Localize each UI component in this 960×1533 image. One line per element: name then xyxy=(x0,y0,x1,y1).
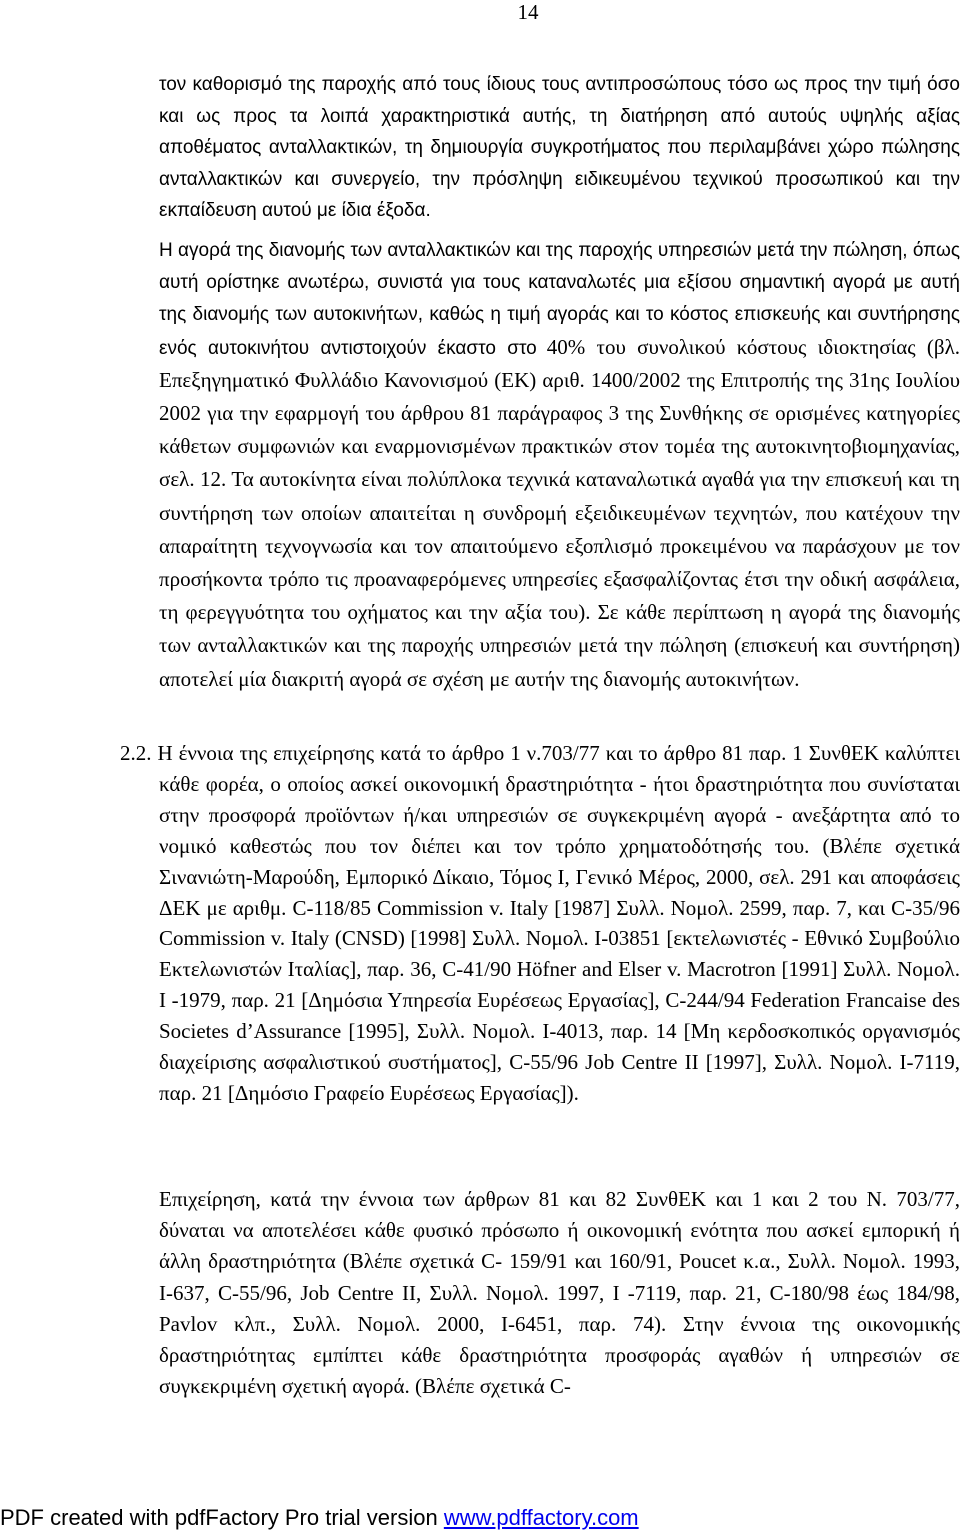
paragraph-4 xyxy=(159,1184,960,1402)
section-body: Η έννοια της επιχείρησης κατά το άρθρο 1 ν.703/77 και το άρθρο 81 παρ. 1 ΣυνθΕΚ καλύπτει κάθε φορέα, ο οποίος ασκεί οικονομική δραστηριότητα - ήτοι δραστηριότητα που συνίσταται στην προσφορά προϊόντων ή/και υπηρεσιών σε συγκεκριμένη αγορά - ανεξάρτητα από το νομικό καθεστώς που τον διέπει και τον τρόπο χρηματοδότησής του. (Βλέπε σχετικά Σινανιώτη-Μαρούδη, Εμπορικό Δίκαιο, Τόμος Ι, Γενικό Μέρος, 2000, σελ. 291 και αποφάσεις ΔΕΚ με αριθμ. C-118/85 Commission v. Italy [1987] Συλλ. Νομολ. 2599, παρ. 7, και C-35/96 Commission v. Italy (CNSD) [1998] Συλλ. Νομολ. Ι-03851 [εκτελωνιστές - Εθνικό Συμβούλιο Εκτελωνιστών Ιταλίας], παρ. 36, C-41/90 Höfner and Elser v. Macrotron [1991] Συλλ. Νομολ. Ι -1979, παρ. 21 [Δημόσια Υπηρεσία Ευρέσεως Εργασίας], C-244/94 Federation Francaise des Societes d’Assurance [1995], Συλλ. Νομολ. Ι-4013, παρ. 14 [Μη κερδοσκοπικός οργανισμός διαχείρισης ασφαλιστικού συστήματος], C-55/96 Job Centre II [1997], Συλλ. Νομολ. Ι-7119, παρ. 21 [Δημόσιο Γραφείο Ευρέσεως Εργασίας]). xyxy=(157,741,960,1105)
section-number: 2.2. xyxy=(120,741,152,765)
paragraph-2-sans-run: Η αγορά της διανομής των ανταλλακτικών και της παροχής υπηρεσιών μετά την πώληση, όπως αυτή ορίστηκε ανωτέρω, συνιστά για τους καταναλωτές μια εξίσου σημαντική αγορά με αυτή της διανομής των αυτοκινήτων, καθώς η τιμή αγοράς και το κόστος επισκευής και συντήρησης ενός αυτοκινήτου αντιστοιχούν έκαστο στο xyxy=(159,240,960,359)
paragraph-2-text xyxy=(159,235,960,697)
paragraph-1 xyxy=(159,69,960,227)
page-number: 14 xyxy=(517,0,539,24)
section-2-2-text xyxy=(120,738,960,1109)
footer-link[interactable]: www.pdffactory.com xyxy=(443,1505,639,1530)
section-2-2 xyxy=(120,738,960,1109)
footer-text: PDF created with pdfFactory Pro trial version xyxy=(0,1505,444,1530)
pdf-footer xyxy=(0,1505,639,1531)
paragraph-1-text: τον καθορισμό της παροχής από τους ίδιους τους αντιπροσώπους τόσο ως προς την τιμή όσο και ως προς τα λοιπά χαρακτηριστικά αυτής, τη διατήρηση από αυτούς υψηλής αξίας αποθέματος ανταλλακτικών, τη δημιουργία συγκροτήματος που περιλαμβάνει χώρο πώλησης ανταλλακτικών και συνεργείο, την πρόσληψη ειδικευμένου τεχνικού προσωπικού και την εκπαίδευση αυτού με ίδια έξοδα. xyxy=(159,74,960,221)
paragraph-2 xyxy=(159,235,960,697)
paragraph-4-text: Επιχείρηση, κατά την έννοια των άρθρων 81 και 82 ΣυνθΕΚ και 1 και 2 του Ν. 703/77, δύναται να αποτελέσει κάθε φυσικό πρόσωπο ή οικονομική ενότητα που ασκεί εμπορική ή άλλη δραστηριότητα (Βλέπε σχετικά C- 159/91 και 160/91, Poucet κ.α., Συλλ. Νομολ. 1993, Ι-637, C-55/96, Job Centre II, Συλλ. Νομολ. 1997, Ι -7119, παρ. 21, C-180/98 έως 184/98, Pavlov κλπ., Συλλ. Νομολ. 2000, Ι-6451, παρ. 74). Στην έννοια της οικονομικής δραστηριότητας εμπίπτει κάθε δραστηριότητα προσφοράς αγαθών ή υπηρεσιών σε συγκεκριμένη σχετική αγορά. (Βλέπε σχετικά C- xyxy=(159,1187,960,1399)
paragraph-2-serif-run: 40% του συνολικού κόστους ιδιοκτησίας (βλ. Επεξηγηματικό Φυλλάδιο Κανονισμού (ΕΚ) αριθ. 1400/2002 της Επιτροπής της 31ης Ιουλίου 2002 για την εφαρμογή του άρθρου 81 παράγραφος 3 της Συνθήκης σε ορισμένες κατηγορίες κάθετων συμφωνιών και εναρμονισμένων πρακτικών στον τομέα της αυτοκινητοβιομηχανίας, σελ. 12. Τα αυτοκίνητα είναι πολύπλοκα τεχνικά καταναλωτικά αγαθά για την επισκευή και τη συντήρηση των οποίων απαιτείται η συνδρομή εξειδικευμένων τεχνητών, που κατέχουν την απαραίτητη τεχνογνωσία και τον απαιτούμενο εξοπλισμό προκειμένου να παράσχουν με τον προσήκοντα τρόπο τις προαναφερόμενες υπηρεσίες εξασφαλίζοντας έτσι την οδική ασφάλεια, τη φερεγγυότητα του οχήματος και την αξία του). Σε κάθε περίπτωση η αγορά της διανομής των ανταλλακτικών και της παροχής υπηρεσιών μετά την πώληση (επισκευή και συντήρηση) αποτελεί μία διακριτή αγορά σε σχέση με αυτήν της διανομής αυτοκινήτων. xyxy=(159,334,960,691)
